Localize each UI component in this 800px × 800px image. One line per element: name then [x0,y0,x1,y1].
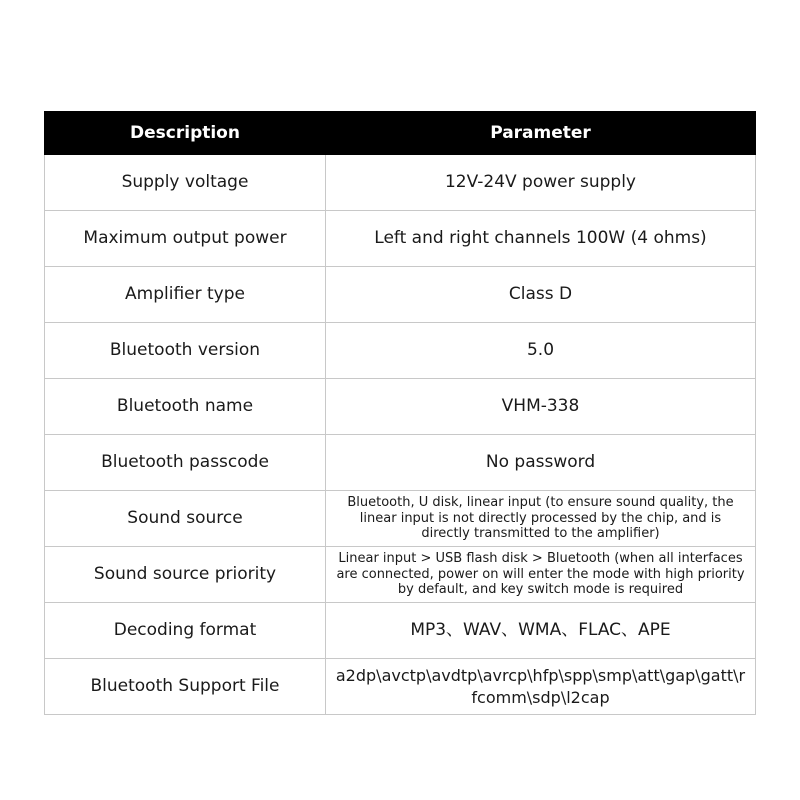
table-row [45,435,756,491]
header-parameter: Parameter [326,112,756,155]
spec-table [44,111,756,715]
cell-parameter: MP3、WAV、WMA、FLAC、APE [326,603,756,659]
cell-parameter: No password [326,435,756,491]
cell-description: Maximum output power [45,211,326,267]
cell-description: Bluetooth version [45,323,326,379]
cell-description: Decoding format [45,603,326,659]
cell-parameter: 12V-24V power supply [326,155,756,211]
table-row [45,491,756,547]
cell-description: Bluetooth passcode [45,435,326,491]
table-row [45,379,756,435]
table-header [45,112,756,155]
table-row [45,267,756,323]
cell-parameter: a2dp\avctp\avdtp\avrcp\hfp\spp\smp\att\gap\gatt\rfcomm\sdp\l2cap [326,659,756,715]
table-row [45,659,756,715]
cell-description: Bluetooth name [45,379,326,435]
table-row [45,211,756,267]
cell-parameter: VHM-338 [326,379,756,435]
table-body [45,155,756,715]
cell-description: Bluetooth Support File [45,659,326,715]
cell-description: Amplifier type [45,267,326,323]
cell-description: Sound source [45,491,326,547]
header-row [45,112,756,155]
cell-parameter: Linear input > USB flash disk > Bluetooth (when all interfaces are connected, power on will enter the mode with high priority by default, and key switch mode is required [326,547,756,603]
table-row [45,603,756,659]
cell-description: Sound source priority [45,547,326,603]
table-row [45,155,756,211]
cell-parameter: Class D [326,267,756,323]
table-row [45,323,756,379]
header-description: Description [45,112,326,155]
cell-description: Supply voltage [45,155,326,211]
cell-parameter: Bluetooth, U disk, linear input (to ensure sound quality, the linear input is not directly processed by the chip, and is directly transmitted to the amplifier) [326,491,756,547]
table-row [45,547,756,603]
cell-parameter: 5.0 [326,323,756,379]
cell-parameter: Left and right channels 100W (4 ohms) [326,211,756,267]
